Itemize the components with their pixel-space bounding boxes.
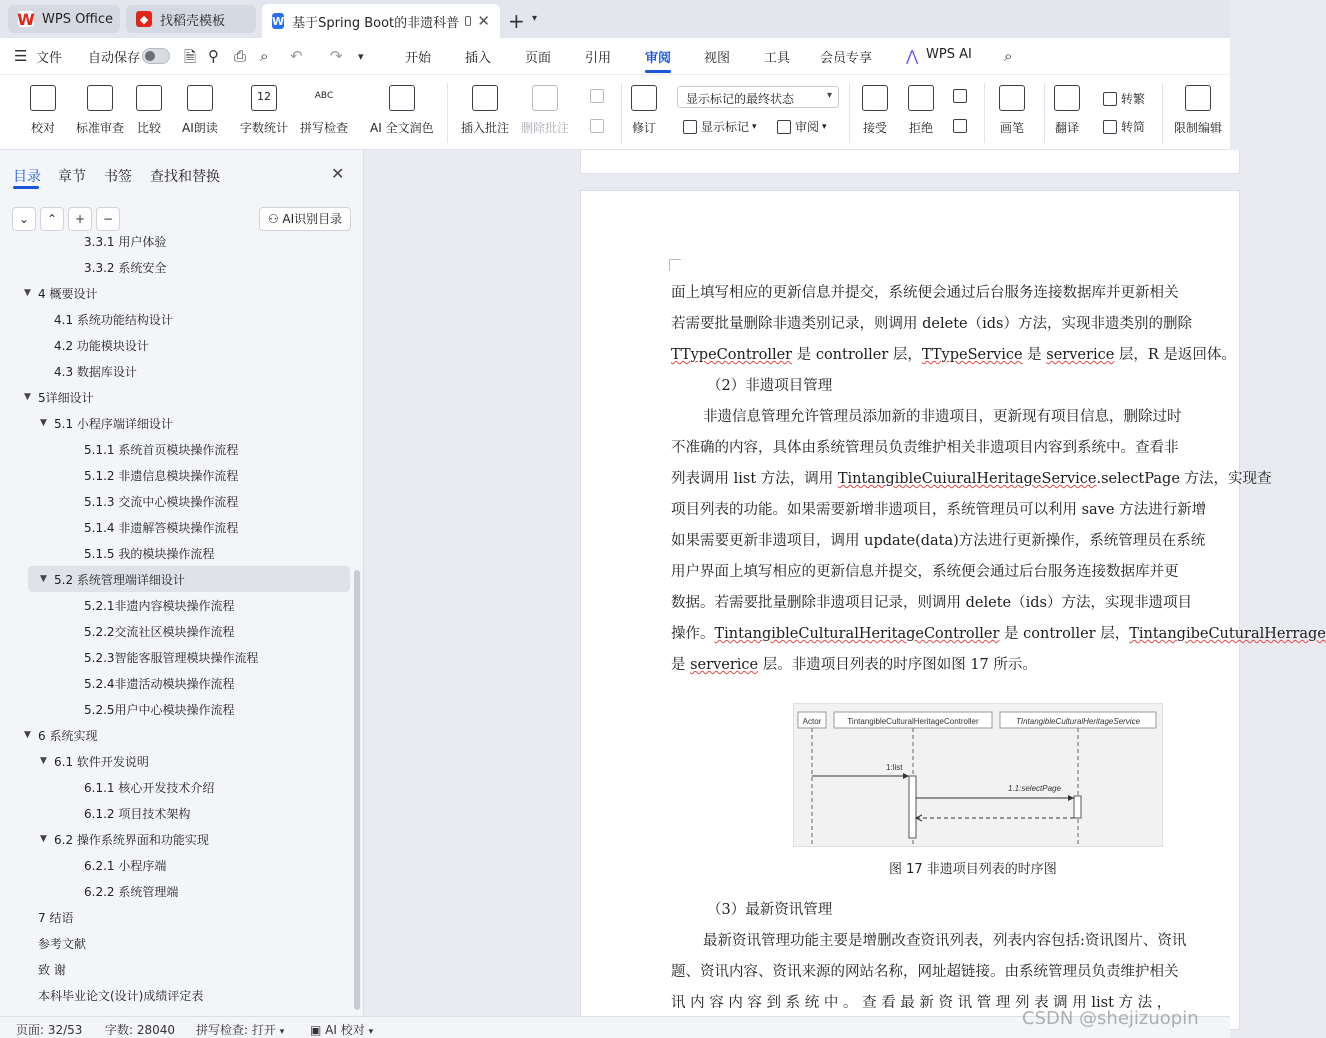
toc-item-label: 4 概要设计 bbox=[38, 286, 98, 301]
chevron-down-icon[interactable]: ▾ bbox=[358, 50, 364, 63]
arrowhead bbox=[903, 773, 909, 779]
print-icon[interactable]: ⎙ bbox=[234, 47, 247, 65]
compare-button[interactable] bbox=[136, 75, 162, 136]
standard-review-icon bbox=[87, 85, 113, 111]
toc-item[interactable] bbox=[0, 488, 238, 514]
autosave-label: 自动保存 bbox=[88, 51, 141, 66]
review-ribbon bbox=[0, 74, 1230, 150]
toc-item-label: 5.1.4 非遗解答模块操作流程 bbox=[84, 520, 239, 535]
paragraph-text: 如果需要更新非遗项目，调用 update(data)方法进行更新操作，系统管理员在系统 bbox=[671, 533, 1206, 549]
ribbon-divider bbox=[621, 83, 622, 143]
toc-item-label: 5.1.2 非遗信息模块操作流程 bbox=[84, 468, 239, 483]
ai-polish-label: AI 全文润色 bbox=[370, 121, 434, 135]
paragraph-line bbox=[671, 343, 1236, 364]
word-count-label: 字数统计 bbox=[240, 121, 289, 135]
expand-caret-icon[interactable]: ▼ bbox=[40, 834, 47, 844]
proofread-label: 校对 bbox=[30, 121, 55, 135]
tab-wps-office[interactable] bbox=[8, 5, 120, 33]
compare-label: 比较 bbox=[136, 121, 161, 135]
reject-icon bbox=[908, 85, 934, 111]
toc-item[interactable] bbox=[0, 904, 73, 930]
toc-item[interactable] bbox=[0, 644, 259, 670]
document-page[interactable] bbox=[580, 190, 1326, 1030]
title-tab-bar bbox=[0, 0, 1230, 38]
menu-member[interactable]: 会员专享 bbox=[820, 51, 873, 66]
paragraph-line bbox=[671, 960, 1179, 981]
spell-check-status-label: 拼写检查: 打开 bbox=[196, 1023, 276, 1037]
toc-list bbox=[0, 234, 356, 1016]
ai-read-button[interactable] bbox=[182, 75, 218, 136]
paragraph-text: 非遗信息管理允许管理员添加新的非遗项目，更新现有项目信息，删除过时 bbox=[703, 409, 1182, 425]
to-traditional-label: 转繁 bbox=[1121, 92, 1146, 106]
toc-item[interactable] bbox=[0, 800, 190, 826]
ai-proof-status[interactable]: ▣ AI 校对 ▾ bbox=[310, 1023, 374, 1037]
prev-change-icon bbox=[953, 89, 967, 103]
toc-item[interactable] bbox=[0, 384, 94, 410]
toc-item-label: 5.2.1非遗内容模块操作流程 bbox=[84, 598, 235, 613]
word-doc-icon: W bbox=[272, 14, 285, 28]
menu-insert[interactable]: 插入 bbox=[465, 51, 492, 66]
share-icon[interactable]: ⚲ bbox=[208, 47, 219, 65]
delete-comment-label: 删除批注 bbox=[521, 121, 570, 135]
paragraph-line bbox=[671, 312, 1192, 333]
toc-item[interactable] bbox=[0, 852, 166, 878]
toc-item-label: 5.2 系统管理端详细设计 bbox=[54, 572, 185, 587]
spell-flagged-text: TTypeController bbox=[671, 347, 793, 363]
toc-item-label: 5.1.3 交流中心模块操作流程 bbox=[84, 494, 239, 509]
word-count-button[interactable] bbox=[240, 75, 288, 136]
toc-item[interactable] bbox=[0, 670, 235, 696]
translate-icon bbox=[1054, 85, 1080, 111]
reject-button[interactable] bbox=[908, 75, 934, 136]
chevron-down-icon[interactable]: ▾ bbox=[532, 13, 538, 24]
ai-toc-button[interactable] bbox=[259, 207, 351, 231]
tab-label: 找稻壳模板 bbox=[160, 13, 226, 29]
toc-item[interactable] bbox=[28, 566, 350, 592]
toc-item-label: 参考文献 bbox=[38, 936, 87, 951]
toc-item[interactable] bbox=[0, 748, 149, 774]
next-comment-icon bbox=[590, 119, 604, 133]
paragraph-text: 题、资讯内容、资讯来源的网站名称，网址超链接。由系统管理员负责维护相关 bbox=[671, 964, 1179, 980]
window-icon[interactable] bbox=[465, 16, 471, 26]
translate-label: 翻译 bbox=[1054, 121, 1079, 135]
service-activation bbox=[1074, 796, 1081, 818]
toc-item-label: 5详细设计 bbox=[38, 390, 94, 405]
paragraph-text: 列表调用 list 方法，调用 bbox=[671, 471, 838, 487]
paragraph-line bbox=[703, 929, 1186, 950]
paragraph-line bbox=[671, 622, 1326, 643]
menu-view[interactable]: 视图 bbox=[704, 51, 731, 66]
toc-item-label: 3.3.1 用户体验 bbox=[84, 234, 167, 249]
previous-page bbox=[580, 150, 1240, 174]
paragraph-text: 面上填写相应的更新信息并提交，系统便会通过后台服务连接数据库并更新相关 bbox=[671, 285, 1179, 301]
toc-item-label: 4.3 数据库设计 bbox=[54, 364, 137, 379]
ai-polish-button[interactable] bbox=[370, 75, 434, 136]
toc-item[interactable] bbox=[0, 540, 214, 566]
toc-item[interactable] bbox=[0, 358, 137, 384]
menu-start[interactable]: 开始 bbox=[405, 51, 432, 66]
toc-item[interactable] bbox=[0, 930, 86, 956]
spell-check-label: 拼写检查 bbox=[300, 121, 349, 135]
proofread-icon bbox=[30, 85, 56, 111]
pen-label: 画笔 bbox=[999, 121, 1024, 135]
paragraph-text: 是 controller 层， bbox=[999, 626, 1130, 642]
hamburger-icon[interactable]: ☰ bbox=[14, 47, 28, 65]
actor-label: Actor bbox=[802, 717, 822, 726]
menu-page[interactable]: 页面 bbox=[525, 51, 552, 66]
next-comment-button[interactable] bbox=[590, 119, 608, 133]
review-pane-icon bbox=[777, 120, 791, 134]
menu-reference[interactable]: 引用 bbox=[585, 51, 612, 66]
menu-review[interactable]: 审阅 bbox=[645, 51, 672, 66]
ai-toc-icon: ⚇ bbox=[267, 212, 283, 226]
next-change-icon bbox=[953, 119, 967, 133]
toc-item-label: 7 结语 bbox=[38, 910, 74, 925]
prev-comment-icon bbox=[590, 89, 604, 103]
toc-item[interactable] bbox=[0, 436, 238, 462]
toc-item-label: 5.1 小程序端详细设计 bbox=[54, 416, 173, 431]
show-markup-label: 显示标记 bbox=[701, 120, 750, 134]
menu-tools[interactable]: 工具 bbox=[764, 51, 791, 66]
toc-item-label: 5.1.5 我的模块操作流程 bbox=[84, 546, 215, 561]
paragraph-text: 若需要批量删除非遗类别记录，则调用 delete（ids）方法，实现非遗类别的删除 bbox=[671, 316, 1192, 332]
toc-item-label: 5.1.1 系统首页模块操作流程 bbox=[84, 442, 239, 457]
tab-daoke-template[interactable] bbox=[126, 5, 256, 33]
paragraph-text: （3）最新资讯管理 bbox=[707, 902, 833, 918]
simplified-icon bbox=[1103, 120, 1117, 134]
active-tab-underline bbox=[13, 186, 39, 189]
ai-polish-icon bbox=[389, 85, 415, 111]
expand-up-button[interactable]: ⌃ bbox=[40, 207, 64, 231]
accept-button[interactable] bbox=[862, 75, 888, 136]
paragraph-text: 用户界面上填写相应的更新信息并提交，系统便会通过后台服务连接数据库并更 bbox=[671, 564, 1179, 580]
page-indicator[interactable]: 页面: 32/53 bbox=[16, 1023, 83, 1037]
to-simplified-label: 转简 bbox=[1121, 120, 1146, 134]
toc-item[interactable] bbox=[0, 254, 166, 280]
ribbon-divider bbox=[447, 83, 448, 143]
tab-document[interactable] bbox=[262, 4, 500, 38]
toc-item-label: 6 系统实现 bbox=[38, 728, 98, 743]
paragraph-line bbox=[671, 653, 1037, 674]
paragraph-line bbox=[707, 898, 832, 919]
spell-flagged-text: serverice bbox=[1046, 347, 1115, 363]
toc-item-label: 6.1 软件开发说明 bbox=[54, 754, 149, 769]
toc-item-label: 6.2.1 小程序端 bbox=[84, 858, 167, 873]
navigation-sidebar bbox=[0, 150, 364, 1016]
document-canvas bbox=[364, 150, 1326, 1016]
ai-proof-label: AI 校对 bbox=[325, 1023, 365, 1037]
translate-button[interactable] bbox=[1054, 75, 1080, 136]
toc-item[interactable] bbox=[0, 618, 235, 644]
expand-caret-icon[interactable]: ▼ bbox=[24, 730, 31, 740]
toc-item[interactable] bbox=[0, 956, 66, 982]
paragraph-text: 层。非遗项目列表的时序图如图 17 所示。 bbox=[758, 657, 1037, 673]
tab-bookmark[interactable]: 书签 bbox=[104, 169, 132, 185]
sidebar-scrollbar[interactable] bbox=[354, 570, 360, 1010]
menu-wps-ai[interactable]: WPS AI bbox=[926, 47, 972, 62]
paragraph-line bbox=[703, 405, 1182, 426]
paragraph-line bbox=[671, 436, 1179, 457]
paragraph-line bbox=[671, 281, 1179, 302]
csdn-watermark: CSDN @shejizuopin bbox=[1022, 1008, 1199, 1029]
undo-icon[interactable]: ↶ bbox=[290, 47, 303, 65]
insert-comment-icon bbox=[472, 85, 498, 111]
save-icon[interactable]: 🗎 bbox=[184, 48, 197, 66]
spell-flagged-text: serverice bbox=[690, 657, 759, 673]
restrict-edit-button[interactable] bbox=[1174, 75, 1222, 136]
toc-item[interactable] bbox=[0, 722, 97, 748]
paragraph-text: 项目列表的功能。如果需要新增非遗项目，系统管理员可以利用 save 方法进行新增 bbox=[671, 502, 1207, 518]
toc-item-label: 6.2.2 系统管理端 bbox=[84, 884, 179, 899]
redo-icon[interactable]: ↷ bbox=[330, 47, 343, 65]
tab-label: WPS Office bbox=[42, 11, 114, 27]
new-tab-icon[interactable]: + bbox=[508, 9, 525, 33]
close-icon[interactable]: ✕ bbox=[331, 164, 345, 183]
tab-find-replace[interactable]: 查找和替换 bbox=[150, 169, 220, 185]
toc-item-label: 5.2.4非遗活动模块操作流程 bbox=[84, 676, 235, 691]
review-pane-label: 审阅 bbox=[795, 120, 820, 134]
margin-marker bbox=[669, 259, 681, 271]
spell-flagged-text: TintangibleCulturalHeritageController bbox=[714, 626, 1000, 642]
insert-comment-label: 插入批注 bbox=[461, 121, 510, 135]
chevron-down-icon: ▾ bbox=[826, 90, 832, 101]
paragraph-text: 数据。若需要批量删除非遗项目记录，则调用 delete（ids）方法，实现非遗项目 bbox=[671, 595, 1192, 611]
toc-item-label: 4.2 功能模块设计 bbox=[54, 338, 149, 353]
close-tab-icon[interactable]: ✕ bbox=[477, 12, 490, 30]
daoke-icon: ◆ bbox=[136, 11, 152, 27]
expand-caret-icon[interactable]: ▼ bbox=[24, 392, 31, 402]
toc-item-label: 5.2.3智能客服管理模块操作流程 bbox=[84, 650, 259, 665]
paragraph-text: 层，R 是返回体。 bbox=[1114, 347, 1236, 363]
expand-caret-icon[interactable]: ▼ bbox=[40, 574, 47, 584]
collapse-all-button[interactable]: ⌄ bbox=[12, 207, 36, 231]
show-markup-icon bbox=[683, 120, 697, 134]
toc-item[interactable] bbox=[0, 332, 149, 358]
active-tab-underline bbox=[645, 70, 671, 73]
markup-display-value: 显示标记的最终状态 bbox=[686, 92, 795, 106]
to-simplified-button[interactable] bbox=[1103, 118, 1145, 135]
list-message-label: 1:list bbox=[886, 763, 903, 772]
arrowhead bbox=[1068, 795, 1074, 801]
paragraph-line bbox=[671, 560, 1179, 581]
controller-activation bbox=[909, 776, 916, 838]
toc-item[interactable] bbox=[0, 696, 235, 722]
restrict-edit-icon bbox=[1185, 85, 1211, 111]
word-count-indicator[interactable]: 字数: 28040 bbox=[105, 1023, 176, 1037]
paragraph-text: （2）非遗项目管理 bbox=[707, 378, 833, 394]
markup-display-select[interactable] bbox=[677, 86, 839, 108]
toc-item[interactable] bbox=[0, 410, 173, 436]
delete-comment-button[interactable] bbox=[521, 75, 569, 136]
wps-logo-icon: W bbox=[17, 9, 35, 29]
spell-flagged-text: TintangibeCuturalHerrage bbox=[1129, 626, 1326, 642]
prev-change-button[interactable] bbox=[953, 89, 971, 103]
controller-label: TintangibleCulturalHeritageController bbox=[847, 717, 979, 726]
toc-item[interactable] bbox=[0, 982, 203, 1008]
menu-bar bbox=[0, 38, 1230, 74]
paragraph-text: 不准确的内容，具体由系统管理员负责维护相关非遗项目内容到系统中。查看非 bbox=[671, 440, 1179, 456]
standard-review-label: 标准审查 bbox=[76, 121, 125, 135]
toc-item-label: 4.1 系统功能结构设计 bbox=[54, 312, 173, 327]
figure-caption: 图 17 非遗项目列表的时序图 bbox=[889, 862, 1057, 877]
traditional-icon bbox=[1103, 92, 1117, 106]
ai-read-label: AI朗读 bbox=[182, 121, 218, 135]
sequence-diagram-figure bbox=[793, 703, 1163, 847]
paragraph-text: 最新资讯管理功能主要是增删改查资讯列表，列表内容包括:资讯图片、资讯 bbox=[703, 933, 1187, 949]
accept-icon bbox=[862, 85, 888, 111]
ribbon-divider bbox=[1162, 83, 1163, 143]
review-pane-button[interactable]: 审阅 ▾ bbox=[777, 118, 827, 135]
select-page-label: 1.1:selectPage bbox=[1008, 784, 1061, 793]
compare-icon bbox=[136, 85, 162, 111]
ai-toc-label: AI识别目录 bbox=[282, 212, 343, 226]
service-label: TIntangibleCulturalHeritageService bbox=[1015, 717, 1141, 726]
ai-read-icon bbox=[187, 85, 213, 111]
tab-toc[interactable]: 目录 bbox=[13, 169, 41, 185]
spell-check-status[interactable]: 拼写检查: 打开 ▾ bbox=[196, 1023, 285, 1037]
revise-button[interactable] bbox=[631, 75, 657, 136]
toc-item[interactable] bbox=[0, 280, 97, 306]
print-preview-icon[interactable]: ⌕ bbox=[260, 47, 269, 65]
paragraph-text: 是 controller 层， bbox=[792, 347, 922, 363]
to-traditional-button[interactable] bbox=[1103, 90, 1145, 107]
toc-item[interactable] bbox=[0, 826, 209, 852]
next-change-button[interactable] bbox=[953, 119, 971, 133]
proofread-button[interactable] bbox=[30, 75, 56, 136]
reject-label: 拒绝 bbox=[908, 121, 933, 135]
spell-check-button[interactable] bbox=[300, 75, 348, 136]
toc-item-label: 致 谢 bbox=[38, 962, 66, 977]
ribbon-divider bbox=[1044, 83, 1045, 143]
revise-label: 修订 bbox=[631, 121, 656, 135]
pen-icon bbox=[999, 85, 1025, 111]
wps-ai-icon: ⋀ bbox=[906, 47, 919, 65]
ribbon-divider bbox=[849, 83, 850, 143]
paragraph-line bbox=[671, 498, 1206, 519]
toc-item[interactable] bbox=[0, 878, 178, 904]
restrict-edit-label: 限制编辑 bbox=[1174, 121, 1223, 135]
autosave-toggle[interactable] bbox=[142, 48, 170, 64]
revise-icon bbox=[631, 85, 657, 111]
paragraph-text: 是 bbox=[671, 657, 691, 673]
sidebar-tabs bbox=[0, 150, 364, 200]
search-icon[interactable]: ⌕ bbox=[1004, 47, 1013, 65]
show-markup-button[interactable]: 显示标记 ▾ bbox=[683, 118, 757, 135]
ribbon-divider bbox=[984, 83, 985, 143]
toc-item[interactable] bbox=[0, 592, 235, 618]
tab-chapter[interactable]: 章节 bbox=[58, 169, 86, 185]
toc-item[interactable] bbox=[0, 514, 238, 540]
toc-item[interactable] bbox=[0, 306, 173, 332]
pen-button[interactable] bbox=[999, 75, 1025, 136]
expand-caret-icon[interactable]: ▼ bbox=[40, 418, 47, 428]
insert-comment-button[interactable] bbox=[461, 75, 509, 136]
toc-item-label: 5.2.2交流社区模块操作流程 bbox=[84, 624, 235, 639]
ai-proof-icon: ▣ bbox=[310, 1023, 326, 1037]
paragraph-line bbox=[671, 591, 1192, 612]
toc-item[interactable] bbox=[0, 462, 238, 488]
remove-heading-button[interactable]: − bbox=[96, 207, 120, 231]
toc-item-label: 6.2 操作系统界面和功能实现 bbox=[54, 832, 209, 847]
expand-caret-icon[interactable]: ▼ bbox=[40, 756, 47, 766]
spell-flagged-text: TintangibleCuiuralHeritageService bbox=[837, 471, 1097, 487]
toc-item-label: 3.3.2 系统安全 bbox=[84, 260, 167, 275]
paragraph-line bbox=[671, 529, 1205, 550]
menu-file[interactable]: 文件 bbox=[36, 51, 63, 66]
paragraph-text: 讯 内 容 内 容 到 系 统 中 。 查 看 最 新 资 讯 管 理 列 表 调 用 list 方 法 ， bbox=[671, 995, 1172, 1011]
toc-item-label: 本科毕业论文(设计)成绩评定表 bbox=[38, 988, 204, 1003]
toc-item-label: 6.1.1 核心开发技术介绍 bbox=[84, 780, 215, 795]
paragraph-line bbox=[707, 374, 832, 395]
paragraph-text: 是 bbox=[1022, 347, 1047, 363]
add-heading-button[interactable]: + bbox=[68, 207, 92, 231]
toc-item-label: 5.2.5用户中心模块操作流程 bbox=[84, 702, 235, 717]
expand-caret-icon[interactable]: ▼ bbox=[24, 288, 31, 298]
paragraph-line bbox=[671, 467, 1272, 488]
delete-comment-icon bbox=[532, 85, 558, 111]
toc-item[interactable] bbox=[0, 228, 166, 254]
toc-item-label: 6.1.2 项目技术架构 bbox=[84, 806, 191, 821]
accept-label: 接受 bbox=[862, 121, 887, 135]
paragraph-text: .selectPage 方法，实现查 bbox=[1096, 471, 1272, 487]
paragraph-text: 操作。 bbox=[671, 626, 715, 642]
standard-review-button[interactable] bbox=[76, 75, 124, 136]
toc-item[interactable] bbox=[0, 774, 214, 800]
prev-comment-button[interactable] bbox=[590, 89, 608, 103]
word-count-icon: 12 bbox=[251, 85, 277, 111]
spell-flagged-text: TTypeService bbox=[921, 347, 1023, 363]
spell-check-icon: ABC bbox=[311, 85, 337, 111]
tab-label: 基于Spring Boot的非遗科普 bbox=[292, 15, 460, 31]
